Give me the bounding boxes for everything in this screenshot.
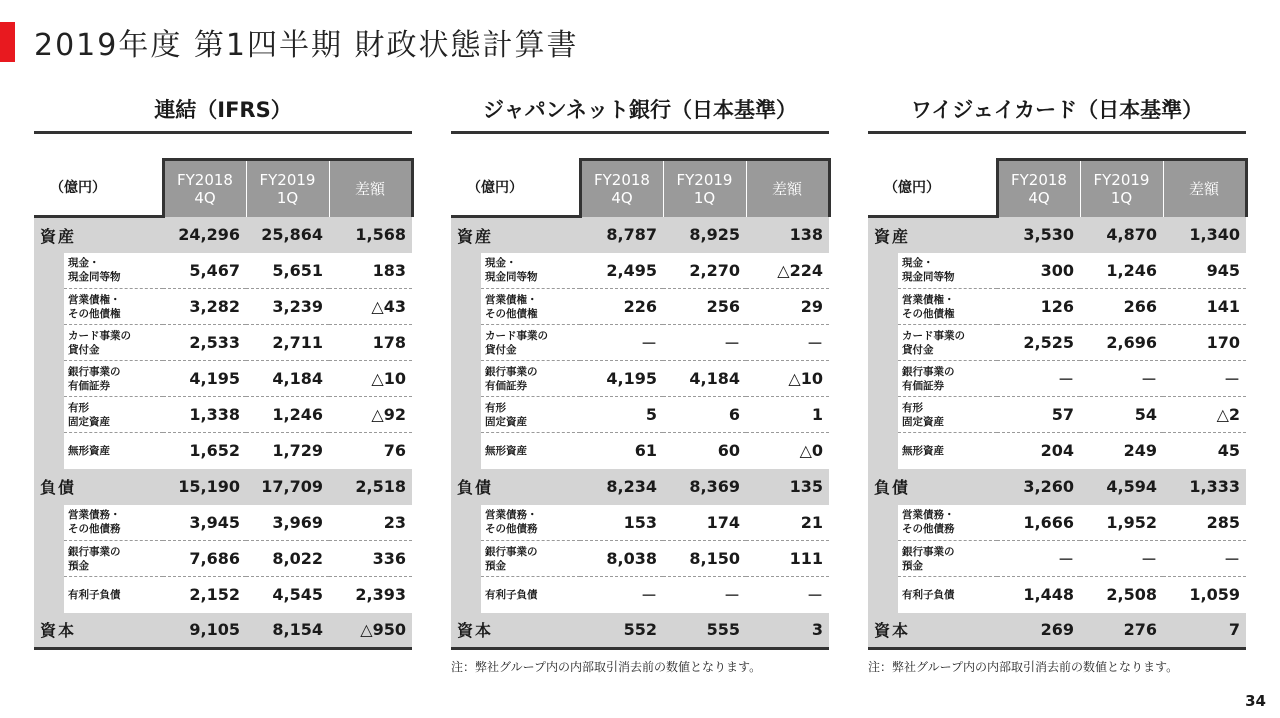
unit-label: （億円） <box>451 160 580 217</box>
row-indent <box>34 325 64 361</box>
value-cell: 60 <box>663 433 746 469</box>
table-row <box>451 577 829 613</box>
value-cell: － <box>1080 361 1163 397</box>
value-cell: 153 <box>580 505 663 541</box>
value-cell: 8,150 <box>663 541 746 577</box>
value-cell: 15,190 <box>163 469 246 505</box>
column-header <box>1163 160 1246 217</box>
item-label-line2: その他債務 <box>68 523 121 536</box>
equity-row <box>34 613 412 649</box>
item-label-line1: 銀行事業の <box>485 545 538 558</box>
section-label: 負債 <box>868 469 997 505</box>
value-cell: 1,333 <box>1163 469 1246 505</box>
item-label-line2: その他債権 <box>68 307 121 320</box>
column-header-line1: FY2018 <box>177 170 233 189</box>
column-header-line1: FY2018 <box>1011 170 1067 189</box>
column-header-line1: 差額 <box>1188 179 1219 198</box>
value-cell: 945 <box>1163 253 1246 289</box>
table-row <box>34 325 412 361</box>
item-label-line2: 現金同等物 <box>68 271 121 284</box>
value-cell: 555 <box>663 613 746 649</box>
item-label <box>481 541 580 577</box>
value-cell: 3,945 <box>163 505 246 541</box>
column-header-line2: 1Q <box>276 188 299 207</box>
table-row <box>34 253 412 289</box>
value-cell: 24,296 <box>163 217 246 253</box>
table-row <box>451 505 829 541</box>
item-label-line2: その他債務 <box>485 523 538 536</box>
item-label <box>64 325 163 361</box>
column-header-line2: 4Q <box>1028 188 1050 207</box>
item-label-line2: 現金同等物 <box>485 271 538 284</box>
row-indent <box>451 541 481 577</box>
value-cell: 2,525 <box>997 325 1080 361</box>
table-row <box>34 577 412 613</box>
item-label-line2: その他債務 <box>902 523 955 536</box>
item-label <box>64 505 163 541</box>
value-cell: 1,729 <box>246 433 329 469</box>
item-label <box>898 253 997 289</box>
row-indent <box>34 397 64 433</box>
unit-label: （億円） <box>868 160 997 217</box>
item-label-line1: 無形資産 <box>485 444 527 457</box>
value-cell: 45 <box>1163 433 1246 469</box>
value-cell: 8,787 <box>580 217 663 253</box>
value-cell: 4,545 <box>246 577 329 613</box>
table-header-row <box>34 160 412 217</box>
item-label-line1: 有利子負債 <box>68 588 121 601</box>
item-label-line2: 固定資産 <box>485 415 527 428</box>
value-cell: 2,508 <box>1080 577 1163 613</box>
item-label-line2: 貸付金 <box>68 343 100 356</box>
item-label-line1: 営業債権・ <box>68 293 121 306</box>
column-header-line1: FY2018 <box>594 170 650 189</box>
column-header <box>246 160 329 217</box>
column-header-line1: 差額 <box>354 179 385 198</box>
table-row <box>868 397 1246 433</box>
row-indent <box>34 577 64 613</box>
value-cell: 57 <box>997 397 1080 433</box>
item-label <box>64 253 163 289</box>
value-cell: － <box>746 577 829 613</box>
value-cell: 204 <box>997 433 1080 469</box>
value-cell: 1,338 <box>163 397 246 433</box>
equity-row <box>868 613 1246 649</box>
row-indent <box>451 433 481 469</box>
panel-title: ジャパンネット銀行（日本基準） <box>451 90 829 134</box>
row-indent <box>868 253 898 289</box>
item-label-line1: 営業債権・ <box>485 293 538 306</box>
item-label-line2: 固定資産 <box>902 415 944 428</box>
item-label <box>898 577 997 613</box>
value-cell: 3,969 <box>246 505 329 541</box>
value-cell: △950 <box>329 613 412 649</box>
item-label-line2: 有価証券 <box>485 379 527 392</box>
table-header-row <box>451 160 829 217</box>
table-row <box>868 505 1246 541</box>
value-cell: 5,467 <box>163 253 246 289</box>
item-label <box>64 433 163 469</box>
section-label: 資本 <box>868 613 997 649</box>
item-label-line1: 銀行事業の <box>68 365 121 378</box>
value-cell: 1,340 <box>1163 217 1246 253</box>
value-cell: 7,686 <box>163 541 246 577</box>
value-cell: 300 <box>997 253 1080 289</box>
value-cell: △43 <box>329 289 412 325</box>
section-label: 資産 <box>451 217 580 253</box>
value-cell: 3,530 <box>997 217 1080 253</box>
value-cell: 141 <box>1163 289 1246 325</box>
item-label <box>481 505 580 541</box>
item-label <box>64 397 163 433</box>
panel-title: 連結（IFRS） <box>34 90 412 134</box>
item-label <box>481 433 580 469</box>
balance-sheet-table <box>868 158 1248 650</box>
row-indent <box>34 541 64 577</box>
table-row <box>868 577 1246 613</box>
value-cell: 9,105 <box>163 613 246 649</box>
value-cell: 3,282 <box>163 289 246 325</box>
value-cell: － <box>746 325 829 361</box>
section-label: 負債 <box>34 469 163 505</box>
column-header <box>163 160 246 217</box>
value-cell: 4,195 <box>580 361 663 397</box>
item-label <box>64 361 163 397</box>
value-cell: 249 <box>1080 433 1163 469</box>
row-indent <box>34 433 64 469</box>
value-cell: 1,952 <box>1080 505 1163 541</box>
item-label-line1: 無形資産 <box>902 444 944 457</box>
value-cell: 2,393 <box>329 577 412 613</box>
value-cell: 8,925 <box>663 217 746 253</box>
row-indent <box>451 505 481 541</box>
equity-row <box>451 613 829 649</box>
value-cell: 3,239 <box>246 289 329 325</box>
table-row <box>451 253 829 289</box>
item-label-line1: 有形 <box>902 401 923 414</box>
value-cell: 183 <box>329 253 412 289</box>
value-cell: 1,246 <box>246 397 329 433</box>
table-row <box>868 433 1246 469</box>
value-cell: 276 <box>1080 613 1163 649</box>
row-indent <box>34 253 64 289</box>
table-row <box>868 541 1246 577</box>
value-cell: 336 <box>329 541 412 577</box>
value-cell: 8,234 <box>580 469 663 505</box>
value-cell: 8,154 <box>246 613 329 649</box>
value-cell: 226 <box>580 289 663 325</box>
value-cell: 126 <box>997 289 1080 325</box>
column-header-line1: FY2019 <box>1093 170 1150 189</box>
liabilities-row <box>868 469 1246 505</box>
item-label-line2: 預金 <box>902 559 923 572</box>
accent-bar <box>0 22 15 62</box>
table-row <box>34 433 412 469</box>
value-cell: △92 <box>329 397 412 433</box>
row-indent <box>451 397 481 433</box>
value-cell: 2,518 <box>329 469 412 505</box>
table-row <box>451 361 829 397</box>
liabilities-row <box>451 469 829 505</box>
column-header-line2: 4Q <box>194 188 216 207</box>
item-label <box>64 541 163 577</box>
value-cell: 1,568 <box>329 217 412 253</box>
value-cell: 2,270 <box>663 253 746 289</box>
column-header-line2: 1Q <box>1110 188 1133 207</box>
page-title: 2019年度 第1四半期 財政状態計算書 <box>34 28 579 63</box>
item-label-line2: 有価証券 <box>902 379 944 392</box>
table-row <box>34 289 412 325</box>
value-cell: 3,260 <box>997 469 1080 505</box>
value-cell: △224 <box>746 253 829 289</box>
row-indent <box>868 325 898 361</box>
value-cell: 76 <box>329 433 412 469</box>
column-header-line1: FY2019 <box>259 170 316 189</box>
row-indent <box>451 577 481 613</box>
value-cell: － <box>580 577 663 613</box>
value-cell: 8,369 <box>663 469 746 505</box>
item-label-line2: 貸付金 <box>902 343 934 356</box>
item-label-line1: 有利子負債 <box>485 588 538 601</box>
row-indent <box>868 433 898 469</box>
column-header <box>1080 160 1163 217</box>
value-cell: 178 <box>329 325 412 361</box>
value-cell: 4,195 <box>163 361 246 397</box>
value-cell: 5 <box>580 397 663 433</box>
page-number: 34 <box>1245 692 1266 710</box>
item-label <box>64 289 163 325</box>
item-label-line1: 銀行事業の <box>68 545 121 558</box>
item-label-line2: その他債権 <box>485 307 538 320</box>
item-label-line2: その他債権 <box>902 307 955 320</box>
value-cell: 1,666 <box>997 505 1080 541</box>
table-row <box>451 541 829 577</box>
table-row <box>34 361 412 397</box>
footnote: 注：弊社グループ内の内部取引消去前の数値となります。 <box>868 660 1179 674</box>
value-cell: 21 <box>746 505 829 541</box>
value-cell: 4,184 <box>663 361 746 397</box>
table-header-row <box>868 160 1246 217</box>
column-header-line1: FY2019 <box>676 170 733 189</box>
liabilities-row <box>34 469 412 505</box>
value-cell: 2,495 <box>580 253 663 289</box>
value-cell: 3 <box>746 613 829 649</box>
row-indent <box>868 577 898 613</box>
value-cell: 7 <box>1163 613 1246 649</box>
item-label-line1: 有形 <box>485 401 506 414</box>
item-label-line1: 銀行事業の <box>902 365 955 378</box>
row-indent <box>451 253 481 289</box>
value-cell: － <box>663 325 746 361</box>
value-cell: 23 <box>329 505 412 541</box>
item-label <box>898 289 997 325</box>
value-cell: 269 <box>997 613 1080 649</box>
value-cell: △0 <box>746 433 829 469</box>
item-label-line2: 固定資産 <box>68 415 110 428</box>
item-label-line1: 有形 <box>68 401 89 414</box>
item-label-line1: 営業債務・ <box>902 509 955 522</box>
value-cell: 1 <box>746 397 829 433</box>
table-row <box>451 289 829 325</box>
item-label-line1: 現金・ <box>68 257 100 270</box>
section-label: 資産 <box>34 217 163 253</box>
table-row <box>451 325 829 361</box>
column-header <box>329 160 412 217</box>
item-label-line1: カード事業の <box>485 329 548 342</box>
value-cell: 2,533 <box>163 325 246 361</box>
item-label <box>898 397 997 433</box>
footnote: 注：弊社グループ内の内部取引消去前の数値となります。 <box>451 660 762 674</box>
table-row <box>868 361 1246 397</box>
item-label-line1: 現金・ <box>485 257 517 270</box>
item-label-line1: カード事業の <box>68 329 131 342</box>
value-cell: 1,448 <box>997 577 1080 613</box>
row-indent <box>451 325 481 361</box>
item-label <box>481 253 580 289</box>
value-cell: － <box>997 361 1080 397</box>
value-cell: 2,711 <box>246 325 329 361</box>
item-label-line2: 貸付金 <box>485 343 517 356</box>
assets-row <box>868 217 1246 253</box>
row-indent <box>451 289 481 325</box>
row-indent <box>34 505 64 541</box>
panel-title: ワイジェイカード（日本基準） <box>868 90 1246 134</box>
row-indent <box>868 397 898 433</box>
value-cell: △10 <box>746 361 829 397</box>
item-label <box>898 505 997 541</box>
item-label-line1: 現金・ <box>902 257 934 270</box>
panel-yj-card <box>868 90 1246 675</box>
value-cell: 256 <box>663 289 746 325</box>
value-cell: 552 <box>580 613 663 649</box>
item-label-line1: カード事業の <box>902 329 965 342</box>
section-label: 資産 <box>868 217 997 253</box>
column-header <box>580 160 663 217</box>
value-cell: 17,709 <box>246 469 329 505</box>
unit-label: （億円） <box>34 160 163 217</box>
row-indent <box>451 361 481 397</box>
value-cell: － <box>1080 541 1163 577</box>
item-label-line2: 現金同等物 <box>902 271 955 284</box>
item-label-line1: 銀行事業の <box>902 545 955 558</box>
value-cell: 25,864 <box>246 217 329 253</box>
item-label-line1: 無形資産 <box>68 444 110 457</box>
item-label-line1: 営業債務・ <box>485 509 538 522</box>
value-cell: 170 <box>1163 325 1246 361</box>
item-label <box>898 541 997 577</box>
value-cell: 4,594 <box>1080 469 1163 505</box>
row-indent <box>868 505 898 541</box>
item-label-line1: 営業債権・ <box>902 293 955 306</box>
item-label <box>64 577 163 613</box>
balance-sheet-table <box>34 158 414 650</box>
table-row <box>451 397 829 433</box>
item-label <box>898 361 997 397</box>
panel-consolidated <box>34 90 412 650</box>
item-label <box>481 577 580 613</box>
value-cell: － <box>1163 361 1246 397</box>
value-cell: 1,246 <box>1080 253 1163 289</box>
value-cell: △10 <box>329 361 412 397</box>
item-label <box>481 325 580 361</box>
value-cell: 8,038 <box>580 541 663 577</box>
column-header-line2: 1Q <box>693 188 716 207</box>
value-cell: 174 <box>663 505 746 541</box>
value-cell: 135 <box>746 469 829 505</box>
assets-row <box>451 217 829 253</box>
item-label-line2: 有価証券 <box>68 379 110 392</box>
value-cell: 6 <box>663 397 746 433</box>
item-label-line1: 営業債務・ <box>68 509 121 522</box>
value-cell: － <box>1163 541 1246 577</box>
value-cell: 138 <box>746 217 829 253</box>
row-indent <box>34 361 64 397</box>
value-cell: 29 <box>746 289 829 325</box>
balance-sheet-table <box>451 158 831 650</box>
section-label: 資本 <box>451 613 580 649</box>
value-cell: 1,652 <box>163 433 246 469</box>
item-label-line1: 銀行事業の <box>485 365 538 378</box>
column-header-line2: 4Q <box>611 188 633 207</box>
column-header <box>746 160 829 217</box>
item-label-line2: 預金 <box>68 559 89 572</box>
item-label <box>898 433 997 469</box>
section-label: 負債 <box>451 469 580 505</box>
row-indent <box>868 361 898 397</box>
value-cell: 4,184 <box>246 361 329 397</box>
row-indent <box>34 289 64 325</box>
item-label <box>481 289 580 325</box>
value-cell: 5,651 <box>246 253 329 289</box>
value-cell: 266 <box>1080 289 1163 325</box>
table-row <box>868 289 1246 325</box>
value-cell: 8,022 <box>246 541 329 577</box>
item-label <box>481 397 580 433</box>
column-header <box>663 160 746 217</box>
value-cell: 2,152 <box>163 577 246 613</box>
item-label-line2: 預金 <box>485 559 506 572</box>
value-cell: △2 <box>1163 397 1246 433</box>
value-cell: 61 <box>580 433 663 469</box>
row-indent <box>868 289 898 325</box>
value-cell: 4,870 <box>1080 217 1163 253</box>
panel-japan-net-bank <box>451 90 829 675</box>
table-row <box>34 397 412 433</box>
column-header-line1: 差額 <box>771 179 802 198</box>
value-cell: 285 <box>1163 505 1246 541</box>
value-cell: 54 <box>1080 397 1163 433</box>
assets-row <box>34 217 412 253</box>
section-label: 資本 <box>34 613 163 649</box>
table-row <box>868 253 1246 289</box>
value-cell: － <box>580 325 663 361</box>
value-cell: 1,059 <box>1163 577 1246 613</box>
table-row <box>868 325 1246 361</box>
item-label-line1: 有利子負債 <box>902 588 955 601</box>
row-indent <box>868 541 898 577</box>
value-cell: 111 <box>746 541 829 577</box>
table-row <box>34 541 412 577</box>
column-header <box>997 160 1080 217</box>
table-row <box>34 505 412 541</box>
value-cell: 2,696 <box>1080 325 1163 361</box>
item-label <box>898 325 997 361</box>
value-cell: － <box>663 577 746 613</box>
table-row <box>451 433 829 469</box>
item-label <box>481 361 580 397</box>
value-cell: － <box>997 541 1080 577</box>
